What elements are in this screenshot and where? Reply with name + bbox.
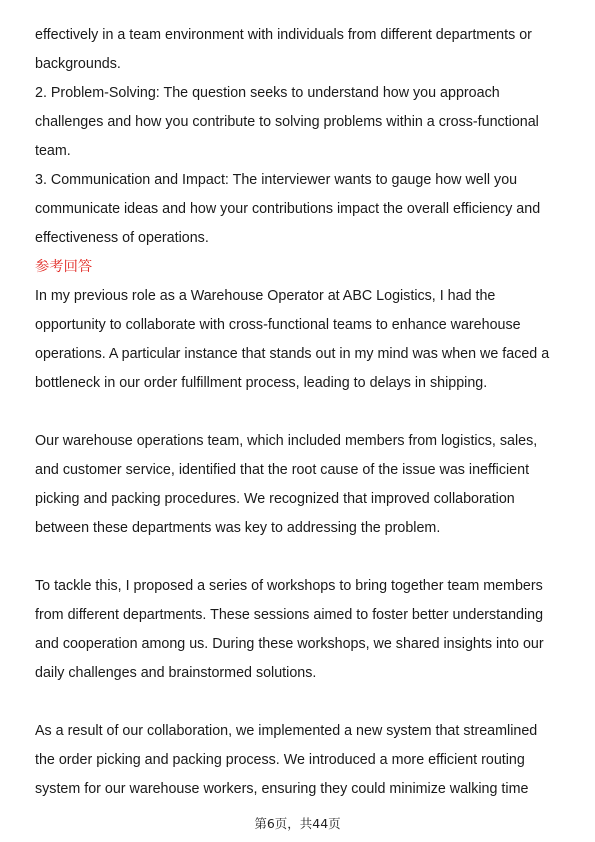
text-line: To tackle this, I proposed a series of workshops to bring together team members [35, 578, 543, 594]
answer-heading: 参考回答 [35, 259, 93, 275]
text-line: team. [35, 143, 71, 159]
text-line: and cooperation among us. During these workshops, we shared insights into our [35, 636, 544, 652]
text-line: Our warehouse operations team, which included members from logistics, sales, [35, 433, 538, 449]
text-line: 2. Problem-Solving: The question seeks to understand how you approach [35, 85, 500, 101]
text-line: effectively in a team environment with individuals from different departments or [35, 27, 532, 43]
page-content [35, 21, 563, 804]
text-line: between these departments was key to addressing the problem. [35, 520, 441, 536]
text-line: bottleneck in our order fulfillment process, leading to delays in shipping. [35, 375, 488, 391]
text-line: opportunity to collaborate with cross-functional teams to enhance warehouse [35, 317, 521, 333]
text-line: operations. A particular instance that stands out in my mind was when we faced a [35, 346, 550, 362]
paragraph-gap [35, 688, 563, 717]
text-line: backgrounds. [35, 56, 121, 72]
answer-paragraph [35, 572, 563, 688]
answer-paragraph [35, 282, 563, 398]
text-line: picking and packing procedures. We recognized that improved collaboration [35, 491, 515, 507]
text-line: the order picking and packing process. We introduced a more efficient routing [35, 752, 525, 768]
paragraph-gap [35, 543, 563, 572]
text-line: daily challenges and brainstormed solutions. [35, 665, 317, 681]
answer-paragraph [35, 717, 563, 804]
text-line: effectiveness of operations. [35, 230, 209, 246]
text-line: and customer service, identified that the root cause of the issue was inefficient [35, 462, 530, 478]
intro-block [35, 21, 563, 253]
paragraph-gap [35, 398, 563, 427]
text-line: As a result of our collaboration, we implemented a new system that streamlined [35, 723, 538, 739]
text-line: In my previous role as a Warehouse Operator at ABC Logistics, I had the [35, 288, 496, 304]
text-line: 3. Communication and Impact: The interviewer wants to gauge how well you [35, 172, 518, 188]
text-line: from different departments. These sessions aimed to foster better understanding [35, 607, 544, 623]
answer-paragraph [35, 427, 563, 543]
text-line: communicate ideas and how your contributions impact the overall efficiency and [35, 201, 541, 217]
text-line: challenges and how you contribute to solving problems within a cross-functional [35, 114, 539, 130]
page-number: 第6页，共44页 [254, 816, 341, 831]
text-line: system for our warehouse workers, ensuring they could minimize walking time [35, 781, 529, 797]
